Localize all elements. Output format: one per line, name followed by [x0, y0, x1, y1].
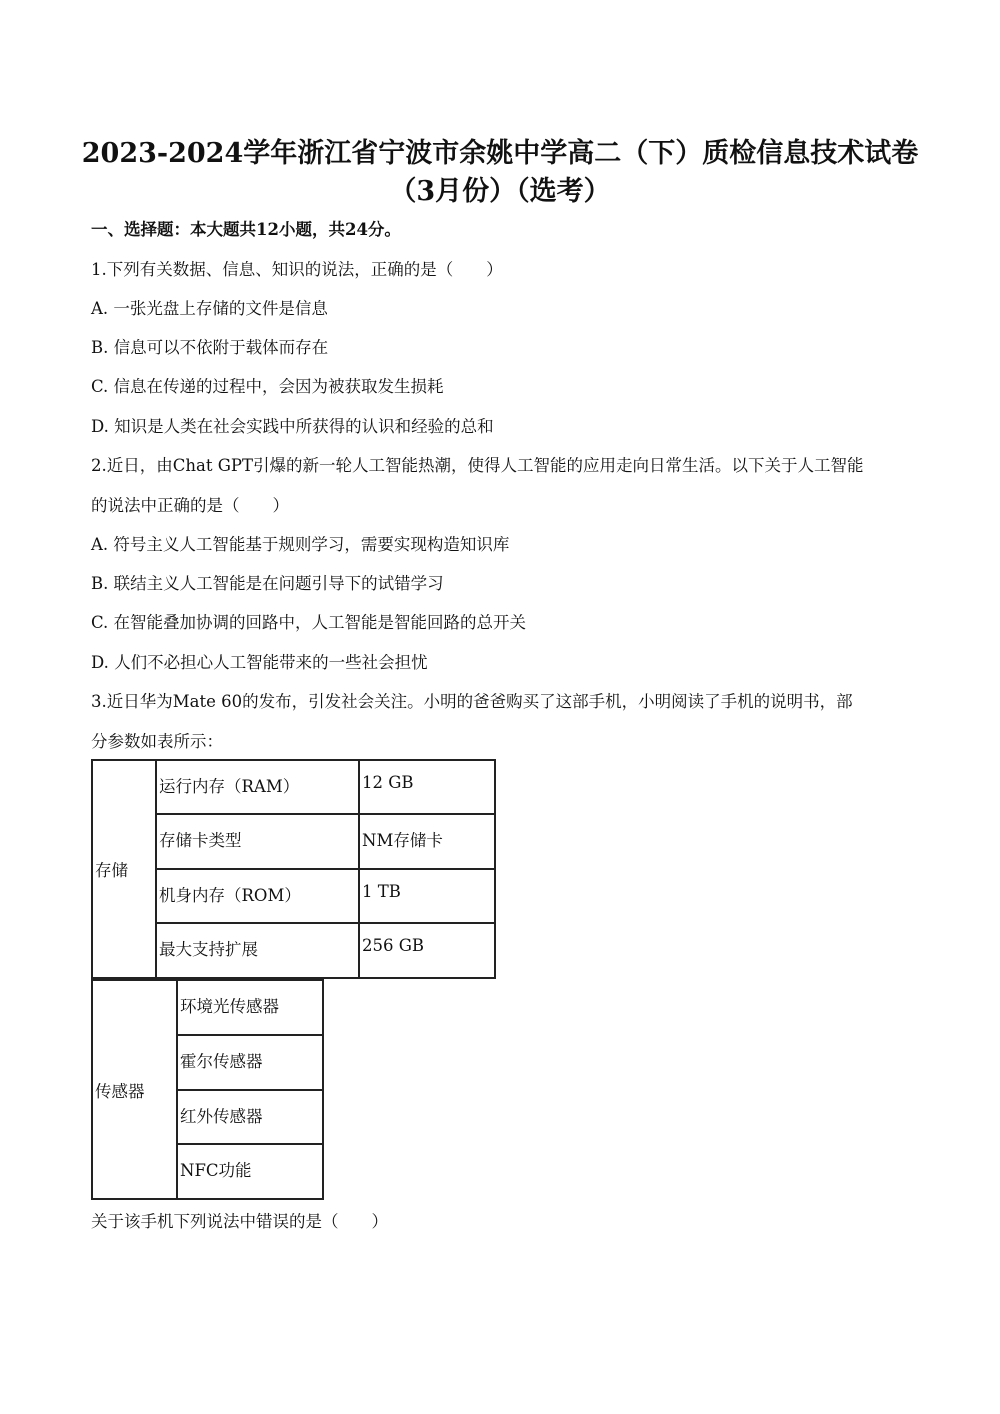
table-cell — [359, 814, 495, 869]
question-3-prompt: 关于该手机下列说法中错误的是（ ） — [91, 1212, 388, 1231]
section-heading: 一、选择题：本大题共12小题，共24分。 — [91, 220, 401, 239]
question-1-stem: 1.下列有关数据、信息、知识的说法，正确的是（ ） — [91, 260, 503, 279]
param-rom: 机身内存（ROM） — [159, 886, 301, 905]
sensor-category-cell — [92, 980, 177, 1199]
question-2-option-d: D. 人们不必担心人工智能带来的一些社会担忧 — [91, 653, 428, 672]
sensor-ambient-light: 环境光传感器 — [180, 997, 279, 1016]
param-ram: 运行内存（RAM） — [159, 777, 300, 796]
sensor-infrared: 红外传感器 — [180, 1107, 263, 1126]
table-cell — [177, 980, 323, 1035]
question-2-option-a: A. 符号主义人工智能基于规则学习，需要实现构造知识库 — [91, 535, 510, 554]
table-cell — [177, 1090, 323, 1144]
table-cell — [156, 760, 359, 814]
table-cell — [359, 923, 495, 978]
value-ram: 12 GB — [362, 773, 414, 792]
table-cell — [177, 1144, 323, 1199]
value-card-type: NM存储卡 — [362, 831, 443, 850]
param-card-type: 存储卡类型 — [159, 831, 242, 850]
question-1-option-c: C. 信息在传递的过程中，会因为被获取发生损耗 — [91, 377, 444, 396]
value-max-expansion: 256 GB — [362, 936, 425, 955]
sensor-nfc: NFC功能 — [180, 1161, 252, 1180]
storage-spec-table — [91, 759, 496, 979]
table-cell — [156, 923, 359, 978]
storage-category-cell — [92, 760, 156, 978]
table-cell — [359, 760, 495, 814]
sensor-spec-table — [91, 979, 324, 1200]
storage-category-label: 存储 — [95, 861, 128, 880]
question-1-option-b: B. 信息可以不依附于载体而存在 — [91, 338, 329, 357]
page-subtitle: （3月份）（选考） — [389, 176, 611, 207]
table-cell — [177, 1035, 323, 1090]
page-title: 2023-2024学年浙江省宁波市余姚中学高二（下）质检信息技术试卷 — [81, 138, 919, 169]
table-cell — [156, 814, 359, 869]
table-cell — [359, 869, 495, 923]
question-2-option-c: C. 在智能叠加协调的回路中，人工智能是智能回路的总开关 — [91, 613, 527, 632]
sensor-category-label: 传感器 — [95, 1081, 145, 1101]
question-1-option-d: D. 知识是人类在社会实践中所获得的认识和经验的总和 — [91, 417, 494, 436]
param-max-expansion: 最大支持扩展 — [159, 940, 258, 959]
question-1-option-a: A. 一张光盘上存储的文件是信息 — [91, 299, 328, 318]
value-rom: 1 TB — [362, 882, 401, 901]
table-cell — [156, 869, 359, 923]
question-2-stem-cont: 的说法中正确的是（ ） — [91, 496, 289, 515]
question-2-stem: 2.近日，由Chat GPT引爆的新一轮人工智能热潮，使得人工智能的应用走向日常生活。以下关于人工智能 — [91, 456, 864, 475]
question-3-stem: 3.近日华为Mate 60的发布，引发社会关注。小明的爸爸购买了这部手机，小明阅读了手机的说明书，部 — [91, 692, 853, 711]
question-2-option-b: B. 联结主义人工智能是在问题引导下的试错学习 — [91, 574, 444, 593]
question-3-stem-cont: 分参数如表所示： — [91, 732, 223, 751]
sensor-hall: 霍尔传感器 — [180, 1052, 263, 1071]
